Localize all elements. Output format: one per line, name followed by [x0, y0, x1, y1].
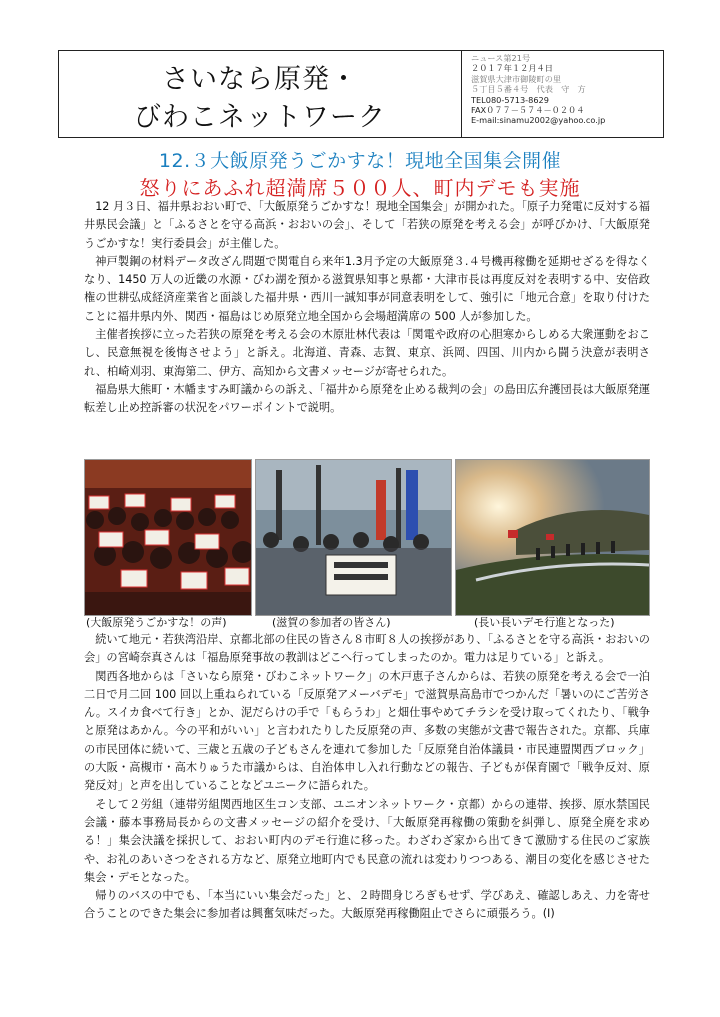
issue-date: ２０１７年１２月４日: [471, 63, 553, 74]
issue-info: [471, 53, 661, 126]
article-paragraph: 12 月３日、福井県おおい町で、「大飯原発うごかすな！現地全国集会」が開かれた。「原子力発電に反対する福井県民会議」と「ふるさとを守る高浜・おおいの会」、そして「若狭の原発を考える会」が呼びかけ、「大飯原発うごかすな！実行委員会」が主催した。: [84, 200, 650, 250]
masthead: [58, 50, 664, 138]
article-paragraph: 神戸製鋼の材料データ改ざん問題で関電自ら来年1.3月予定の大飯原発３.４号機再稼働を延期せざるを得なくなり、1450 万人の近畿の水源・びわ湖を預かる滋賀県知事と県都・大津市長は再度反対を表明する中、安倍政権の世耕弘成経済産業省と面談した福井県・西川一誠知事が同意表明をして、強引に「地元合意」を取り付けたことに福井県内外、関西・福島はじめ原発立地全国から会場超満席の 500 人が参加した。: [84, 254, 650, 323]
headline-sub: 怒りにあふれ超満席５００人、町内デモも実施: [139, 176, 581, 200]
photo-caption: (大飯原発うごかすな！の声): [86, 616, 227, 629]
newsletter-title-line2: びわこネットワーク: [134, 102, 386, 133]
article-paragraph: そして２労組（連帯労組関西地区生コン支部、ユニオンネットワーク・京都）からの連帯、挨拶、原水禁国民会議・藤本事務局長からの文書メッセージの紹介を受け、「大飯原発再稼働の策動を糾弾し、原発全廃を求める！」集会決議を採択して、おおい町内のデモ行進に移った。わざわざ家から出てきて激励する住民のご家族や、お礼のあいさつをされる方など、原発立地町内でも民意の流れは変わりつつある、潮目の変化を感じさせた集会・デモとなった。: [84, 797, 650, 884]
article-bottom: [84, 631, 650, 924]
photo-caption: (長い長いデモ行進となった): [474, 616, 615, 629]
article-paragraph: 主催者挨拶に立った若狭の原発を考える会の木原壯林代表は「関電や政府の心胆寒からしめる大衆運動をおこし、民意無視を後悔させよう」と訴え。北海道、青森、志賀、東京、浜岡、四国、川内から闘う決意が表明され、柏崎刈羽、東海第二、伊方、高知から文書メッセージが寄せられた。: [84, 328, 650, 378]
phone-number: TEL080-5713-8629: [471, 94, 549, 105]
photo-rally-hall: [84, 459, 252, 616]
article-top: [84, 198, 650, 418]
email-address: E-mail:sinamu2002@yahoo.co.jp: [471, 115, 606, 126]
issue-number: ニュース第21号: [471, 53, 531, 63]
address-line1: 滋賀県大津市御陵町の里: [471, 73, 562, 84]
photo-caption: (滋賀の参加者の皆さん): [272, 616, 391, 629]
article-paragraph: 関西各地からは「さいなら原発・びわこネットワーク」の木戸恵子さんからは、若狭の原発を考える会で一泊二日で月二回 100 回以上重ねられている「反原発アメーバデモ」で滋賀県高島市でつかんだ「暑いのにご苦労さん。スイカ食べて行き」とか、泥だらけの手で「もらうわ」と畑仕事やめてチラシを受け取ってくれたり、「戦争と原発はあかん。今の平和がいい」と言われたりした反原発の声、多数の実態が文書で報告された。京都、兵庫の市民団体に続いて、三歳と五歳の子どもさんを連れて参加した「反原発自治体議員・市民連盟関西ブロック」の大阪・高槻市・高木りゅうた市議からは、自治体申し入れ行動などの報告、子どもが保育園で「戦争反対、原発反対」と声を出していることなどユニークに語られた。: [84, 669, 650, 793]
photo-demo-march: [455, 459, 650, 616]
article-paragraph: 帰りのバスの中でも、「本当にいい集会だった」と、２時間身じろぎもせず、学びあえ、確認しあえ、力を寄せ合うことのできた集会に参加者は興奮気味だった。大飯原発再稼働阻止でさらに頑張ろう。(I): [84, 889, 650, 921]
photo-shiga-participants: [255, 459, 452, 616]
address-line2: ５丁目５番４号 代表 守 方: [471, 84, 586, 95]
fax-number: FAX０７７－５７４－０２０４: [471, 105, 585, 116]
newsletter-title-block: [59, 51, 462, 137]
headline-main: 12.３大飯原発うごかすな！現地全国集会開催: [158, 150, 562, 172]
newsletter-title-line1: さいなら原発・: [162, 64, 358, 95]
article-paragraph: 続いて地元・若狭湾沿岸、京都北部の住民の皆さん８市町８人の挨拶があり、「ふるさとを守る高浜・おおいの会」の宮崎奈真さんは「福島原発事故の教訓はどこへ行ってしまったのか。電力は足りている」と訴え。: [84, 633, 650, 665]
article-paragraph: 福島県大熊町・木幡ますみ町議からの訴え、「福井から原発を止める裁判の会」の島田広弁護団長は大飯原発運転差し止め控訴審の状況をパワーポイントで説明。: [84, 382, 650, 415]
